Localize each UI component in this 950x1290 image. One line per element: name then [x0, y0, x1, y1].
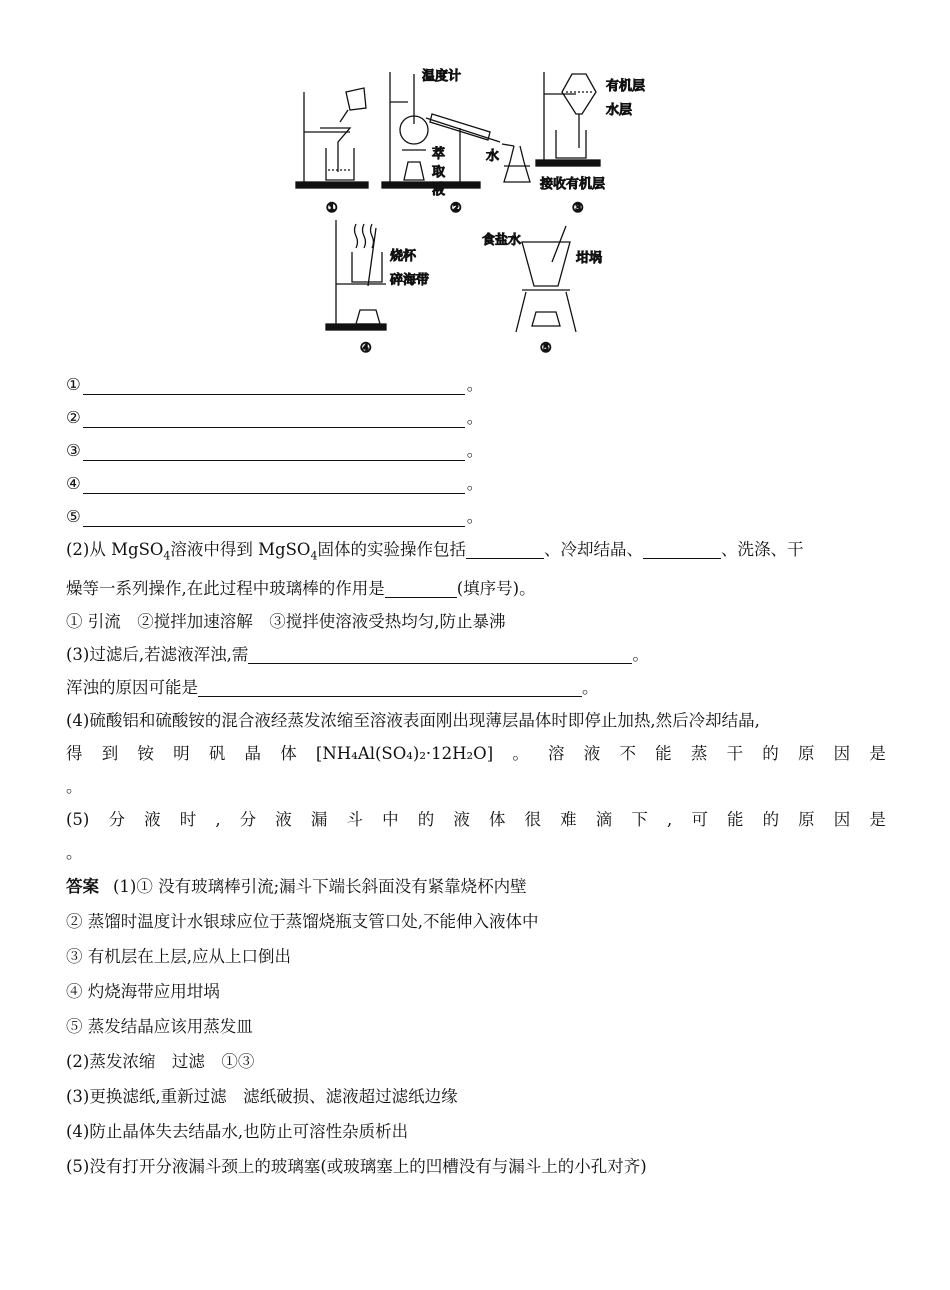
q4-word: 。 — [512, 744, 529, 764]
answer-line-1 — [66, 869, 886, 904]
apparatus-figure — [290, 62, 670, 360]
answer-line-2: ② 蒸馏时温度计水银球应位于蒸馏烧瓶支管口处,不能伸入液体中 — [66, 912, 539, 932]
blank-end: 。 — [466, 408, 484, 427]
label-number-3: ③ — [572, 201, 584, 216]
q2-text: 、洗涤、干 — [720, 540, 804, 559]
label-extract-3: 液 — [432, 183, 446, 198]
q4-word: 铵 — [137, 744, 154, 764]
blank-num: ③ — [66, 441, 81, 460]
q5-word: 能 — [726, 810, 744, 830]
answer-section — [66, 869, 886, 1184]
q5-word: 原 — [798, 810, 815, 830]
answer-blank[interactable] — [83, 407, 465, 428]
answer-blank[interactable] — [83, 440, 465, 461]
q4-word: 不 — [619, 744, 636, 764]
answer-line-3: ③ 有机层在上层,应从上口倒出 — [66, 947, 291, 967]
blank-row-2 — [66, 401, 886, 434]
q3-text: (3)过滤后,若滤液浑浊,需 — [66, 645, 249, 665]
question-5-line-1 — [66, 803, 886, 836]
question-4-line-3: 。 — [66, 777, 83, 797]
q4-word: 是 — [869, 744, 886, 764]
answer-line-8: (4)防止晶体失去结晶水,也防止可溶性杂质析出 — [66, 1122, 409, 1142]
subscript: 4 — [163, 549, 171, 563]
q5-word: 体 — [488, 810, 506, 830]
q2-text: 固体的实验操作包括 — [317, 540, 466, 559]
blank-num: ④ — [66, 474, 81, 493]
label-seaweed: 碎海带 — [390, 273, 430, 288]
question-3-line-2 — [66, 671, 886, 704]
q2-text: (2)从 MgSO — [66, 540, 164, 559]
q5-word: 液 — [453, 810, 470, 830]
answer-heading: 答案 — [66, 877, 99, 897]
q4-word: 得 — [66, 744, 83, 764]
q5-word: 很 — [524, 810, 542, 830]
blank-num: ⑤ — [66, 507, 81, 526]
q4-word: 体 — [280, 744, 297, 764]
answer-blank[interactable] — [643, 538, 721, 559]
label-beaker: 烧杯 — [390, 249, 417, 264]
question-content — [66, 368, 886, 1184]
q5-word: 漏 — [310, 810, 328, 830]
question-5-line-2: 。 — [66, 843, 83, 863]
q3-end: 。 — [582, 678, 599, 698]
label-water: 水 — [486, 149, 500, 164]
answer-blank[interactable] — [466, 538, 544, 559]
q5-word: 难 — [560, 810, 577, 830]
blank-end: 。 — [466, 507, 484, 526]
answer-line-9: (5)没有打开分液漏斗颈上的玻璃塞(或玻璃塞上的凹槽没有与漏斗上的小孔对齐) — [66, 1157, 647, 1177]
q5-word: 的 — [417, 810, 435, 830]
answer-text: (1)① 没有玻璃棒引流;漏斗下端长斜面没有紧靠烧杯内壁 — [113, 877, 527, 897]
q4-word: 明 — [173, 744, 190, 764]
q2-text: 、冷却结晶、 — [543, 540, 643, 559]
blank-row-1 — [66, 368, 886, 401]
question-2-options: ① 引流 ②搅拌加速溶解 ③搅拌使溶液受热均匀,防止暴沸 — [66, 612, 506, 632]
question-2-line-1 — [66, 533, 886, 572]
q5-word: , — [666, 810, 673, 830]
blank-end: 。 — [466, 441, 484, 460]
blank-num: ① — [66, 375, 81, 394]
q5-word: 液 — [275, 810, 292, 830]
q5-word: , — [215, 810, 221, 830]
q4-word: 干 — [726, 744, 744, 764]
answer-blank[interactable] — [385, 577, 457, 598]
blank-row-4 — [66, 467, 886, 500]
q5-word: 中 — [382, 810, 399, 830]
question-4-line-1: (4)硫酸铝和硫酸铵的混合液经蒸发浓缩至溶液表面刚出现薄层晶体时即停止加热,然后冷却结晶, — [66, 711, 760, 731]
apparatus-1-filtration — [296, 88, 368, 188]
q3-text: 浑浊的原因可能是 — [66, 678, 198, 698]
answer-blank[interactable] — [83, 506, 465, 527]
apparatus-2-distillation — [382, 72, 530, 188]
answer-blank[interactable] — [83, 374, 465, 395]
blank-num: ② — [66, 408, 81, 427]
q4-word: 能 — [655, 744, 672, 764]
q5-word: (5) — [66, 810, 90, 830]
label-extract-1: 萃 — [432, 147, 446, 162]
label-number-1: ① — [326, 201, 338, 216]
blank-end: 。 — [466, 474, 484, 493]
q4-word: 蒸 — [690, 744, 708, 764]
answer-line-7: (3)更换滤纸,重新过滤 滤纸破损、滤液超过滤纸边缘 — [66, 1087, 458, 1107]
label-water-layer: 水层 — [606, 103, 633, 118]
answer-blank[interactable] — [83, 473, 465, 494]
blank-row-5 — [66, 500, 886, 533]
q4-word: 到 — [101, 744, 119, 764]
q5-word: 下 — [631, 810, 648, 830]
answer-blank[interactable] — [248, 643, 632, 664]
q2-text: 溶液中得到 MgSO — [170, 540, 311, 559]
apparatus-3-separation — [536, 72, 600, 166]
label-number-4: ④ — [360, 341, 372, 356]
q5-word: 因 — [833, 810, 851, 830]
label-organic-layer: 有机层 — [606, 79, 646, 94]
q4-word: 液 — [583, 744, 601, 764]
q2-text: (填序号)。 — [456, 579, 536, 599]
q4-word: 原 — [797, 744, 815, 764]
blank-row-3 — [66, 434, 886, 467]
q4-word: 矾 — [208, 744, 226, 764]
question-2-line-2 — [66, 572, 886, 605]
q5-word: 分 — [239, 810, 257, 830]
label-number-2: ② — [450, 201, 462, 216]
apparatus-4-burning — [326, 220, 386, 330]
apparatus-5-crucible — [516, 226, 576, 332]
subscript: 4 — [310, 549, 318, 563]
q5-word: 滴 — [595, 810, 613, 830]
q5-word: 是 — [869, 810, 886, 830]
q4-word: 晶 — [244, 744, 262, 764]
label-receive-organic: 接收有机层 — [540, 177, 606, 192]
answer-line-4: ④ 灼烧海带应用坩埚 — [66, 982, 220, 1002]
q5-word: 可 — [691, 810, 708, 830]
answer-line-5: ⑤ 蒸发结晶应该用蒸发皿 — [66, 1017, 253, 1037]
q5-word: 的 — [762, 810, 780, 830]
answer-blank[interactable] — [198, 676, 582, 697]
q4-word: [NH₄Al(SO₄)₂·12H₂O] — [315, 744, 494, 764]
label-crucible: 坩埚 — [576, 251, 603, 266]
q5-word: 斗 — [346, 810, 363, 830]
q4-word: 溶 — [548, 744, 565, 764]
question-4-line-2 — [66, 737, 886, 770]
q2-text: 燥等一系列操作,在此过程中玻璃棒的作用是 — [66, 579, 385, 599]
blank-end: 。 — [466, 375, 484, 394]
label-extract-2: 取 — [432, 165, 446, 180]
answer-line-6: (2)蒸发浓缩 过滤 ①③ — [66, 1052, 255, 1072]
label-thermometer: 温度计 — [422, 69, 462, 84]
q5-word: 液 — [144, 810, 161, 830]
q4-word: 的 — [762, 744, 779, 764]
q5-word: 时 — [179, 810, 197, 830]
label-number-5: ⑤ — [540, 341, 552, 356]
q3-end: 。 — [632, 645, 649, 665]
question-3-line-1 — [66, 638, 886, 671]
apparatus-diagram — [290, 62, 670, 360]
q4-word: 因 — [833, 744, 851, 764]
label-salt-water: 食盐水 — [482, 233, 522, 248]
q5-word: 分 — [108, 810, 125, 830]
